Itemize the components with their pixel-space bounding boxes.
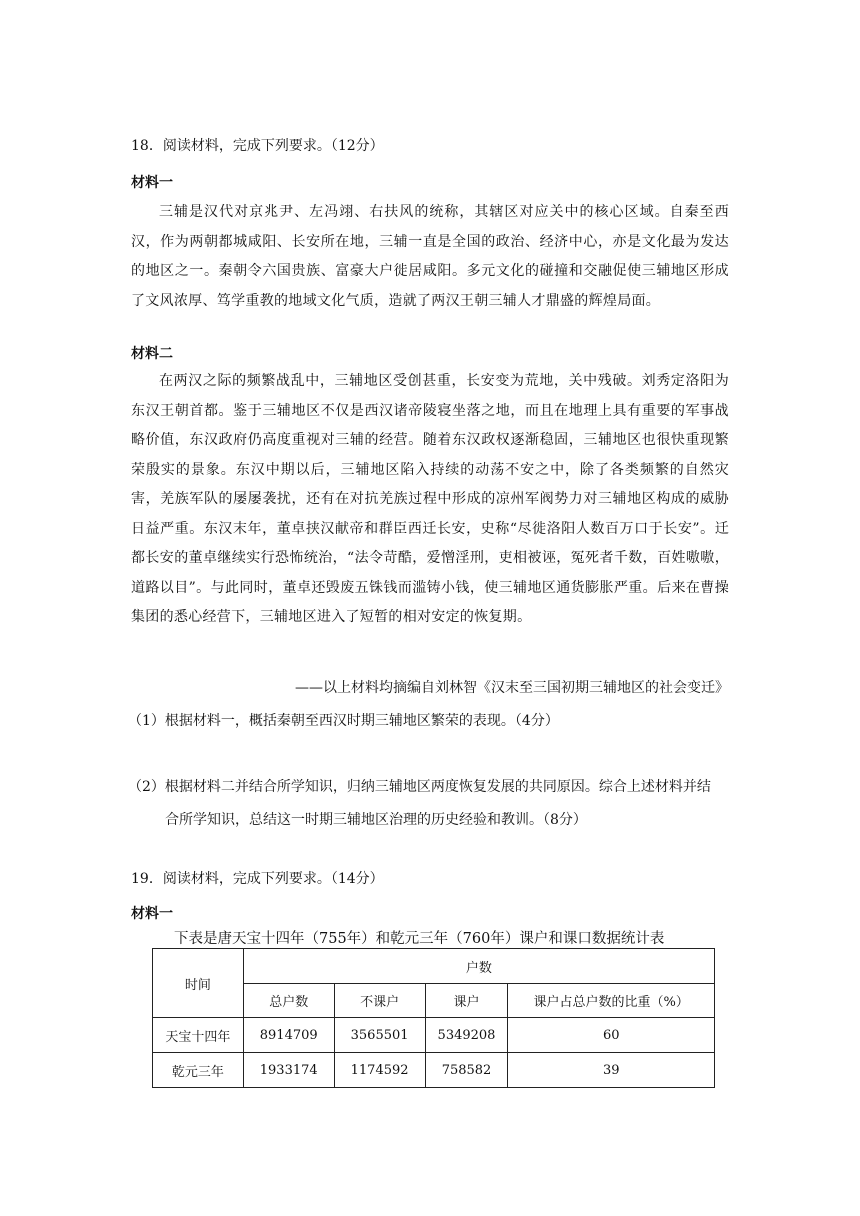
taxable-ratio-cell: 60 [508, 1018, 715, 1053]
q18-material1-label: 材料一 [131, 175, 173, 191]
taxable-households-header: 课户 [425, 984, 508, 1018]
q19-table-caption: 下表是唐天宝十四年（755年）和乾元三年（760年）课户和课口数据统计表 [174, 931, 665, 947]
q18-material2-label: 材料二 [131, 346, 173, 362]
table-row [153, 1018, 715, 1053]
taxable-households-cell: 758582 [425, 1053, 508, 1088]
non-taxable-households-cell: 3565501 [334, 1018, 425, 1053]
table-header-row [153, 949, 715, 984]
total-households-cell: 1933174 [243, 1053, 334, 1088]
q19-material1-label: 材料一 [131, 906, 173, 922]
table-row [153, 1053, 715, 1088]
question-18-title: 18．阅读材料，完成下列要求。（12分） [131, 138, 384, 154]
taxable-ratio-header: 课户占总户数的比重（%） [508, 984, 715, 1018]
row-time: 天宝十四年 [153, 1018, 244, 1053]
q18-material2-text: 在两汉之际的频繁战乱中，三辅地区受创甚重，长安变为荒地，关中残破。刘秀定洛阳为东汉王朝首都。鉴于三辅地区不仅是西汉诸帝陵寝坐落之地，而且在地理上具有重要的军事战略价值，东汉政府仍高度重视对三辅的经营。随着东汉政权逐渐稳固，三辅地区也很快重现繁荣殷实的景象。东汉中期以后，三辅地区陷入持续的动荡不安之中，除了各类频繁的自然灾害，羌族军队的屡屡袭扰，还有在对抗羌族过程中形成的凉州军阀势力对三辅地区构成的威胁日益严重。东汉末年，董卓挟汉献帝和群臣西迁长安，史称“尽徙洛阳人数百万口于长安”。迁都长安的董卓继续实行恐怖统治，“法令苛酷，爱憎淫刑，吏相被诬，冤死者千数，百姓嗷嗷，道路以目”。与此同时，董卓还毁废五铢钱而滥铸小钱，使三辅地区通货膨胀严重。后来在曹操集团的悉心经营下，三辅地区进入了短暂的相对安定的恢复期。 [131, 373, 729, 625]
total-households-header: 总户数 [243, 984, 334, 1018]
q18-subquestion-1: （1）根据材料一，概括秦朝至西汉时期三辅地区繁荣的表现。（4分） [128, 713, 559, 729]
taxable-ratio-cell: 39 [508, 1053, 715, 1088]
non-taxable-households-header: 不课户 [334, 984, 425, 1018]
non-taxable-households-cell: 1174592 [334, 1053, 425, 1088]
taxable-households-cell: 5349208 [425, 1018, 508, 1053]
household-statistics-table [152, 948, 715, 1088]
q18-subquestion-2-line1: （2）根据材料二并结合所学知识，归纳三辅地区两度恢复发展的共同原因。综合上述材料并结 [128, 779, 711, 795]
total-households-cell: 8914709 [243, 1018, 334, 1053]
q18-subquestion-2-line2: 合所学知识，总结这一时期三辅地区治理的历史经验和教训。（8分） [165, 812, 587, 828]
households-group-header: 户数 [243, 949, 714, 984]
row-time: 乾元三年 [153, 1053, 244, 1088]
q18-source-citation: ——以上材料均摘编自刘林智《汉末至三国初期三辅地区的社会变迁》 [295, 680, 729, 696]
q18-material1-text: 三辅是汉代对京兆尹、左冯翊、右扶风的统称，其辖区对应关中的核心区域。自秦至西汉，作为两朝都城咸阳、长安所在地，三辅一直是全国的政治、经济中心，亦是文化最为发达的地区之一。秦朝令六国贵族、富豪大户徙居咸阳。多元文化的碰撞和交融促使三辅地区形成了文风浓厚、笃学重教的地域文化气质，造就了两汉王朝三辅人才鼎盛的辉煌局面。 [131, 204, 729, 309]
time-header: 时间 [153, 949, 244, 1018]
question-19-title: 19．阅读材料，完成下列要求。（14分） [131, 871, 384, 887]
